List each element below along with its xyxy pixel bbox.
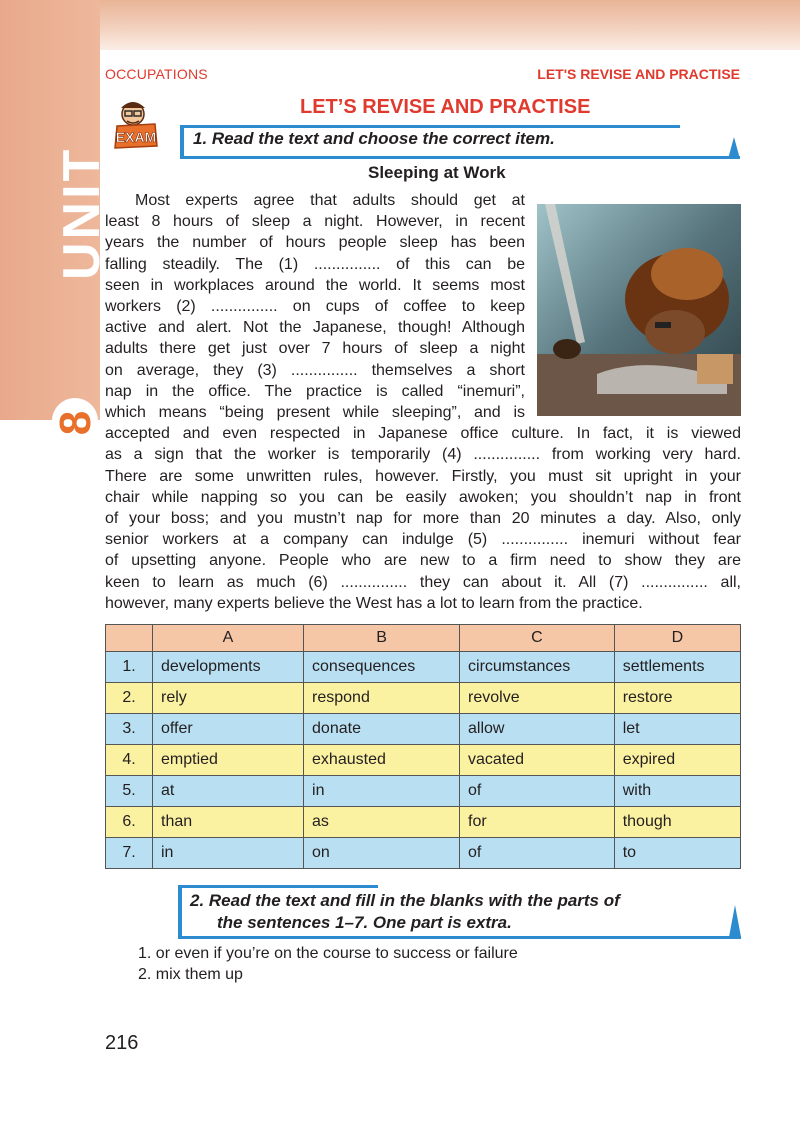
table-row bbox=[106, 714, 741, 745]
option-cell: expired bbox=[614, 745, 740, 776]
option-cell: allow bbox=[460, 714, 615, 745]
option-cell: rely bbox=[153, 683, 304, 714]
option-cell: in bbox=[304, 776, 460, 807]
task1-instruction: 1. Read the text and choose the correct item. bbox=[193, 129, 555, 148]
option-cell: than bbox=[153, 807, 304, 838]
reading-text-wide bbox=[105, 423, 741, 614]
option-cell: offer bbox=[153, 714, 304, 745]
task2-instruction bbox=[190, 890, 730, 934]
option-cell: for bbox=[460, 807, 615, 838]
text-line: as a sign that the worker is temporarily (4) ............... from working very hard. bbox=[105, 446, 741, 464]
row-number: 4. bbox=[106, 745, 153, 776]
option-cell: with bbox=[614, 776, 740, 807]
table-row bbox=[106, 838, 741, 869]
text-line: There are some unwritten rules, however. Firstly, you must sit upright in your bbox=[105, 467, 741, 485]
task2-list bbox=[138, 943, 518, 985]
option-cell: though bbox=[614, 807, 740, 838]
option-cell: donate bbox=[304, 714, 460, 745]
table-row bbox=[106, 776, 741, 807]
text-line: seen in workplaces around the world. It seems most bbox=[105, 276, 525, 294]
list-item: 2. mix them up bbox=[138, 966, 243, 983]
option-cell: to bbox=[614, 838, 740, 869]
text-line: which means “being present while sleeping”, and is bbox=[105, 404, 525, 422]
text-line: nap in the office. The practice is called “inemuri”, bbox=[105, 382, 525, 400]
text-line: however, many experts believe the West has a lot to learn from the practice. bbox=[105, 594, 643, 612]
table-row bbox=[106, 807, 741, 838]
row-number: 7. bbox=[106, 838, 153, 869]
option-cell: emptied bbox=[153, 745, 304, 776]
page-number: 216 bbox=[105, 1032, 139, 1054]
running-header-right: LET'S REVISE AND PRACTISE bbox=[537, 66, 740, 82]
options-table bbox=[105, 624, 741, 869]
option-cell: of bbox=[460, 838, 615, 869]
table-row bbox=[106, 745, 741, 776]
list-item: 1. or even if you’re on the course to success or failure bbox=[138, 945, 518, 962]
text-line: keen to learn as much (6) ............... they can about it. All (7) ............... all, bbox=[105, 573, 741, 591]
option-cell: developments bbox=[153, 652, 304, 683]
table-header: A bbox=[153, 625, 304, 652]
row-number: 3. bbox=[106, 714, 153, 745]
unit-label: UNIT bbox=[53, 146, 111, 280]
text-line: Most experts agree that adults should get at bbox=[135, 192, 525, 209]
text-line: on average, they (3) ............... themselves a short bbox=[105, 361, 525, 379]
option-cell: on bbox=[304, 838, 460, 869]
option-cell: respond bbox=[304, 683, 460, 714]
text-line: chair while napping so you can be easily awoken; you shouldn’t nap in front bbox=[105, 488, 741, 506]
text-line: workers (2) ............... on cups of coffee to keep bbox=[105, 298, 525, 316]
row-number: 2. bbox=[106, 683, 153, 714]
row-number: 6. bbox=[106, 807, 153, 838]
option-cell: of bbox=[460, 776, 615, 807]
text-line: active and alert. Not the Japanese, though! Although bbox=[105, 319, 525, 337]
text-line: of your boss; and you mustn’t nap for more than 20 minutes a day. Also, only bbox=[105, 510, 741, 528]
unit-number: 8 bbox=[51, 410, 100, 436]
text-line: senior workers at a company can indulge (5) ............... inemuri without fear bbox=[105, 531, 741, 549]
table-header: C bbox=[460, 625, 615, 652]
option-cell: in bbox=[153, 838, 304, 869]
unit-side-tab bbox=[0, 0, 111, 420]
table-row bbox=[106, 683, 741, 714]
option-cell: let bbox=[614, 714, 740, 745]
table-header: D bbox=[614, 625, 740, 652]
option-cell: vacated bbox=[460, 745, 615, 776]
option-cell: as bbox=[304, 807, 460, 838]
exam-mascot-icon bbox=[103, 100, 167, 160]
exam-badge-label: EXAM bbox=[115, 129, 157, 145]
option-cell: consequences bbox=[304, 652, 460, 683]
table-header bbox=[106, 625, 153, 652]
text-line: adults there get just over 7 hours of sleep a night bbox=[105, 340, 525, 358]
section-title: LET’S REVISE AND PRACTISE bbox=[300, 96, 591, 118]
task2-instruction-line2: the sentences 1–7. One part is extra. bbox=[217, 913, 512, 932]
text-line: least 8 hours of sleep a night. However, in recent bbox=[105, 213, 525, 231]
table-header: B bbox=[304, 625, 460, 652]
option-cell: restore bbox=[614, 683, 740, 714]
row-number: 5. bbox=[106, 776, 153, 807]
reading-title: Sleeping at Work bbox=[368, 163, 506, 182]
text-line: falling steadily. The (1) ............... of this can be bbox=[105, 255, 525, 273]
option-cell: at bbox=[153, 776, 304, 807]
reading-text bbox=[105, 190, 741, 614]
option-cell: exhausted bbox=[304, 745, 460, 776]
options-header-row bbox=[106, 625, 741, 652]
text-line: years the number of hours people sleep has been bbox=[105, 234, 525, 252]
table-row bbox=[106, 652, 741, 683]
option-cell: circumstances bbox=[460, 652, 615, 683]
task2-instruction-line1: 2. Read the text and fill in the blanks with the parts of bbox=[190, 891, 620, 910]
reading-text-narrow bbox=[105, 190, 525, 423]
row-number: 1. bbox=[106, 652, 153, 683]
top-color-band bbox=[0, 0, 800, 50]
running-header-left: OCCUPATIONS bbox=[105, 66, 208, 82]
option-cell: settlements bbox=[614, 652, 740, 683]
option-cell: revolve bbox=[460, 683, 615, 714]
text-line: of upsetting anyone. People who are new to a firm need to show they are bbox=[105, 552, 741, 570]
text-line: accepted and even respected in Japanese office culture. In fact, it is viewed bbox=[105, 425, 741, 443]
